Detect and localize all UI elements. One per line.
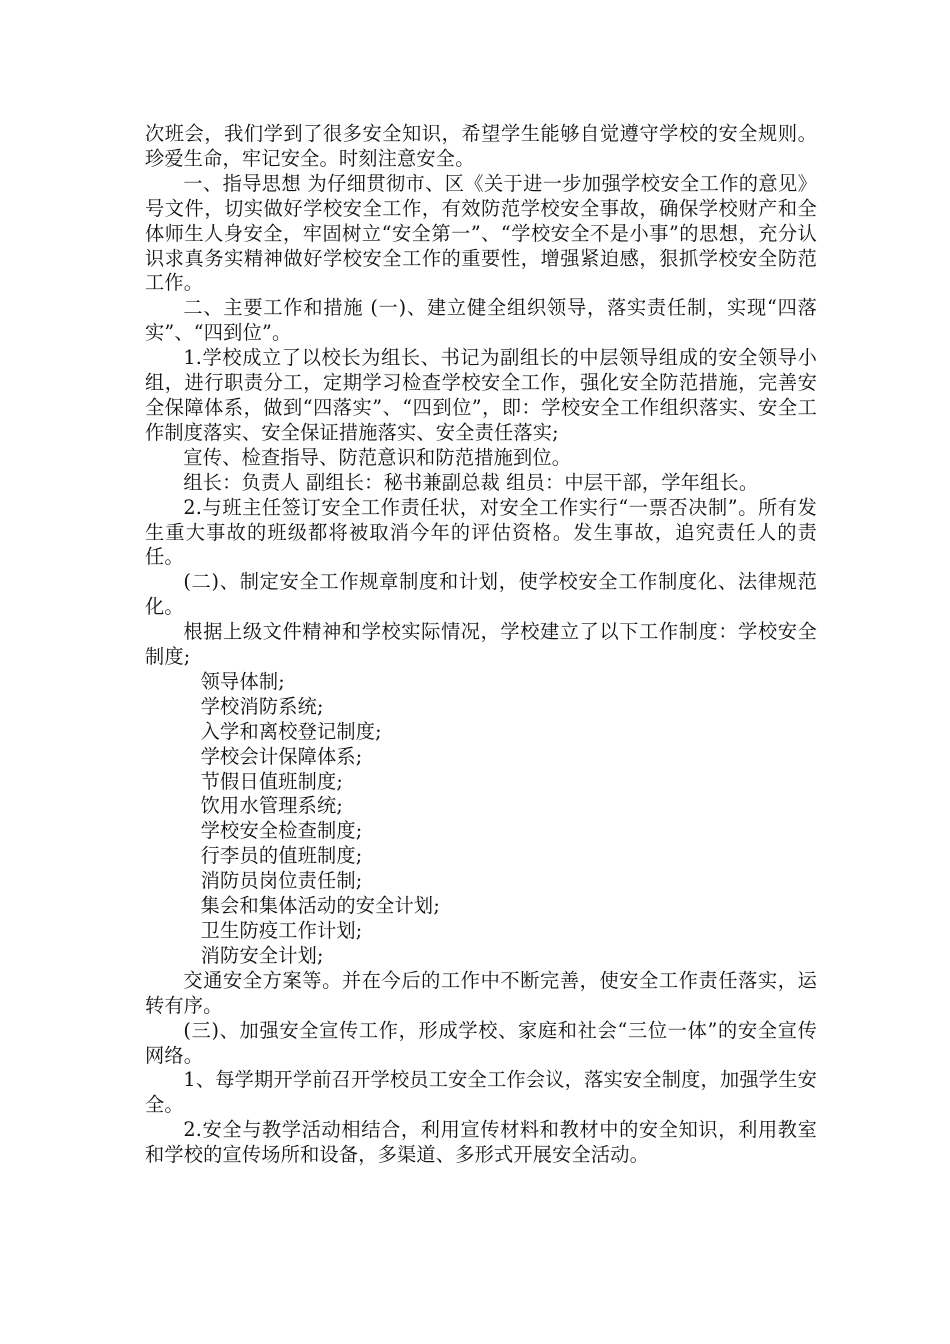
paragraph-guiding-ideology: 一、指导思想 为仔细贯彻市、区《关于进一步加强学校安全工作的意见》号文件，切实做好学校安全工作，有效防范学校安全事故，确保学校财产和全体师生人身安全，牢固树立“安全第一”、“学校安全不是小事”的思想，充分认识求真务实精神做好学校安全工作的重要性，增强紧迫感，狠抓学校安全防范工作。 [145,171,817,295]
list-item: 领导体制; [200,669,285,693]
list-item: 入学和离校登记制度; [200,719,382,743]
paragraph-responsibility-contract: 2.与班主任签订安全工作责任状，对安全工作实行“一票否决制”。所有发生重大事故的班级都将被取消今年的评估资格。发生事故，追究责任人的责任。 [145,495,817,569]
list-item: 消防安全计划; [200,943,324,967]
list-item: 学校消防系统; [200,694,324,718]
list-item: 学校安全检查制度; [200,819,363,843]
list-item: 饮用水管理系统; [200,794,344,818]
list-item: 集会和集体活动的安全计划; [200,894,440,918]
paragraph-publicity-network: (三)、加强安全宣传工作，形成学校、家庭和社会“三位一体”的安全宣传网络。 [145,1018,817,1067]
paragraph-leadership-group: 1.学校成立了以校长为组长、书记为副组长的中层领导组成的安全领导小组，进行职责分工，定期学习检查学校安全工作，强化安全防范措施，完善安全保障体系，做到“四落实”、“四到位”，即：学校安全工作组织落实、安全工作制度落实、安全保证措施落实、安全责任落实; [145,346,817,444]
paragraph-traffic-plan: 交通安全方案等。并在今后的工作中不断完善，使安全工作责任落实，运转有序。 [145,968,817,1017]
list-item: 学校会计保障体系; [200,744,363,768]
paragraph-regulations: (二)、制定安全工作规章制度和计划，使学校安全工作制度化、法律规范化。 [145,570,817,619]
document-page [145,122,817,1168]
list-item: 消防员岗位责任制; [200,869,363,893]
paragraph-main-measures: 二、主要工作和措施 (一)、建立健全组织领导，落实责任制，实现“四落实”、“四到位”。 [145,296,817,345]
list-item: 卫生防疫工作计划; [200,919,363,942]
paragraph-intro: 次班会，我们学到了很多安全知识，希望学生能够自觉遵守学校的安全规则。珍爱生命，牢记安全。时刻注意安全。 [145,122,817,170]
paragraph-staff-meeting: 1、每学期开学前召开学校员工安全工作会议，落实安全制度，加强学生安全。 [145,1068,817,1117]
paragraph-teaching-activities: 2.安全与教学活动相结合，利用宣传材料和教材中的安全知识，利用教室和学校的宣传场所和设备，多渠道、多形式开展安全活动。 [145,1118,817,1167]
list-item: 节假日值班制度; [200,769,344,793]
paragraph-publicity: 宣传、检查指导、防范意识和防范措施到位。 [183,445,572,469]
paragraph-group-members: 组长：负责人 副组长：秘书兼副总裁 组员：中层干部，学年组长。 [183,470,759,494]
paragraph-work-systems: 根据上级文件精神和学校实际情况，学校建立了以下工作制度：学校安全制度; [145,620,817,669]
list-item: 行李员的值班制度; [200,844,363,868]
